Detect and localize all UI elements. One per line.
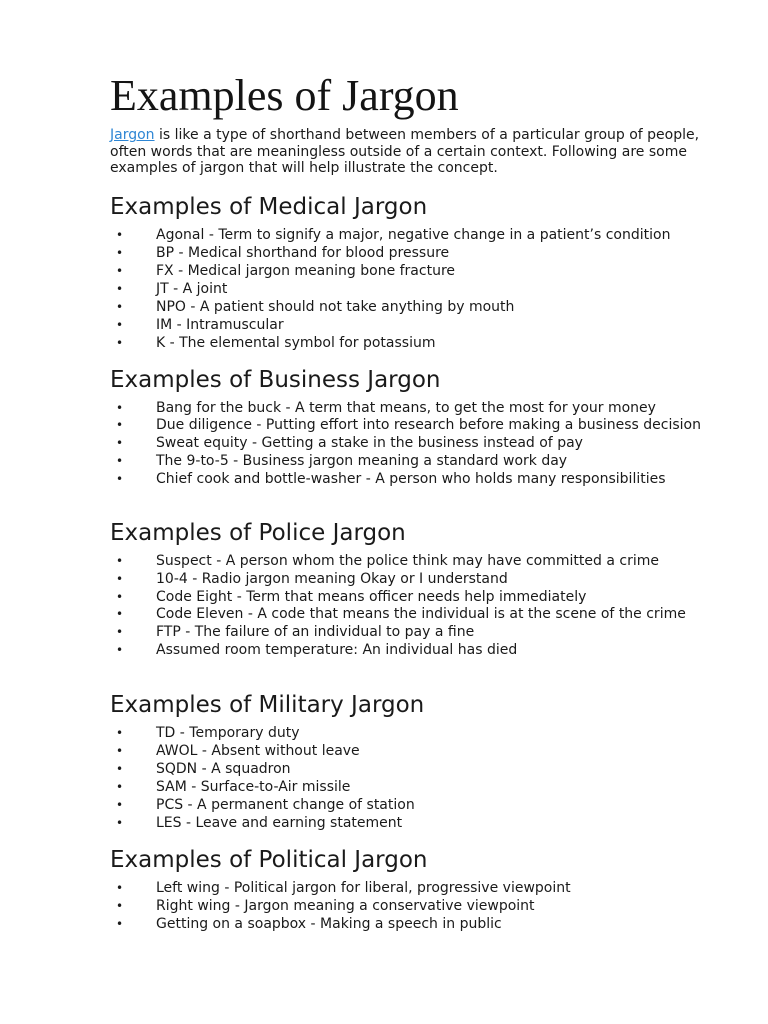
bullet-icon: • [116,917,124,931]
list-item: • NPO - A patient should not take anything by mouth [116,299,515,315]
list-item: • Assumed room temperature: An individual has died [116,642,518,658]
section-political-jargon [110,845,730,933]
list-item: • Chief cook and bottle-washer - A person who holds many responsibilities [116,471,666,487]
bullet-icon: • [116,798,124,812]
list-item: • K - The elemental symbol for potassium [116,335,436,351]
bullet-icon: • [116,881,124,895]
list-item: • LES - Leave and earning statement [116,815,403,831]
list-item: • BP - Medical shorthand for blood pressure [116,245,450,261]
section-heading: Examples of Business Jargon [110,367,441,393]
bullet-icon: • [116,436,124,450]
list-item: • SAM - Surface-to-Air missile [116,779,351,795]
bullet-icon: • [116,418,124,432]
jargon-link[interactable]: Jargon [110,127,155,143]
list-item: • TD - Temporary duty [116,725,300,741]
bullet-icon: • [116,726,124,740]
section-heading: Examples of Political Jargon [110,847,428,873]
list-item: • Code Eight - Term that means officer needs help immediately [116,589,587,605]
list-item: • 10-4 - Radio jargon meaning Okay or I understand [116,571,508,587]
section-medical-jargon [110,192,730,352]
section-police-jargon [110,518,730,659]
jargon-list [110,724,730,832]
jargon-list [110,399,730,488]
bullet-icon: • [116,780,124,794]
bullet-icon: • [116,318,124,332]
bullet-icon: • [116,625,124,639]
list-item: • AWOL - Absent without leave [116,743,360,759]
section-heading: Examples of Medical Jargon [110,194,428,220]
list-item: • The 9-to-5 - Business jargon meaning a standard work day [116,453,568,469]
list-item: • Code Eleven - A code that means the individual is at the scene of the crime [116,606,686,622]
bullet-icon: • [116,282,124,296]
bullet-icon: • [116,264,124,278]
bullet-icon: • [116,454,124,468]
list-item: • JT - A joint [116,281,228,297]
bullet-icon: • [116,607,124,621]
list-item: • Left wing - Political jargon for liberal, progressive viewpoint [116,880,571,896]
list-item: • IM - Intramuscular [116,317,284,333]
section-business-jargon [110,365,730,488]
bullet-icon: • [116,472,124,486]
section-heading: Examples of Military Jargon [110,692,425,718]
section-military-jargon [110,690,730,832]
bullet-icon: • [116,401,124,415]
list-item: • PCS - A permanent change of station [116,797,415,813]
jargon-list [110,879,730,933]
bullet-icon: • [116,246,124,260]
list-item: • Getting on a soapbox - Making a speech in public [116,916,502,932]
bullet-icon: • [116,762,124,776]
bullet-icon: • [116,300,124,314]
list-item: • SQDN - A squadron [116,761,291,777]
list-item: • Agonal - Term to signify a major, negative change in a patient’s condition [116,227,671,243]
bullet-icon: • [116,744,124,758]
list-item: • FX - Medical jargon meaning bone fracture [116,263,456,279]
jargon-list [110,226,730,352]
bullet-icon: • [116,643,124,657]
list-item: • Right wing - Jargon meaning a conservative viewpoint [116,898,535,914]
bullet-icon: • [116,228,124,242]
jargon-list [110,552,730,659]
intro-paragraph [110,127,710,177]
list-item: • Due diligence - Putting effort into research before making a business decision [116,417,701,433]
list-item: • Bang for the buck - A term that means, to get the most for your money [116,400,656,416]
list-item: • Suspect - A person whom the police think may have committed a crime [116,553,659,569]
section-heading: Examples of Police Jargon [110,520,406,546]
bullet-icon: • [116,590,124,604]
list-item: • Sweat equity - Getting a stake in the business instead of pay [116,435,583,451]
list-item: • FTP - The failure of an individual to pay a fine [116,624,475,640]
bullet-icon: • [116,336,124,350]
bullet-icon: • [116,816,124,830]
bullet-icon: • [116,899,124,913]
page-title: Examples of Jargon [110,71,459,120]
bullet-icon: • [116,572,124,586]
bullet-icon: • [116,554,124,568]
intro-text: is like a type of shorthand between members of a particular group of people, often words that are meaningless outside of a certain context. Following are some examples of jargon that will help illustrate the concept. [110,127,700,176]
